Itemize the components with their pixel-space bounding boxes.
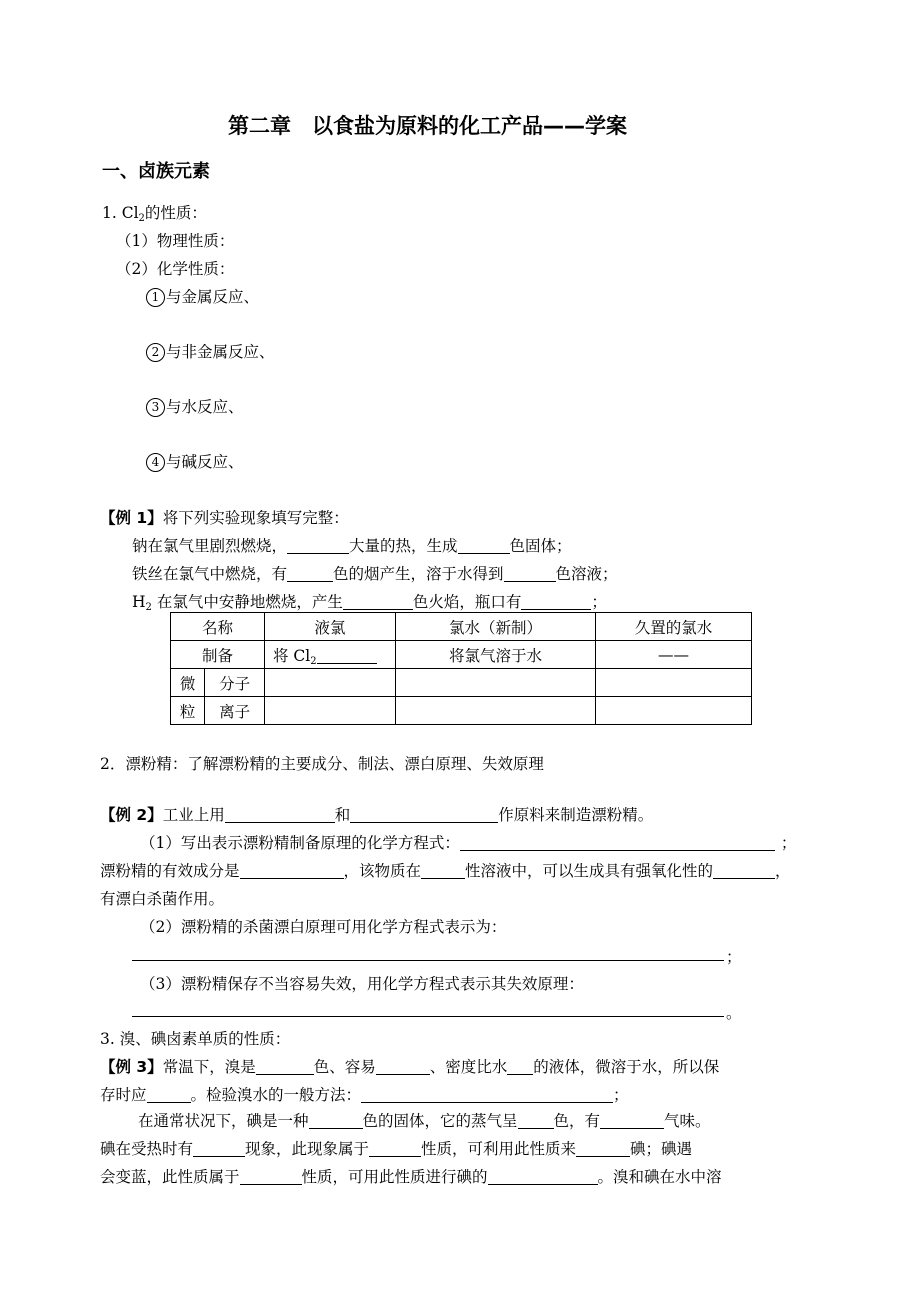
answer-blank[interactable] xyxy=(350,806,498,823)
answer-cell[interactable] xyxy=(596,669,752,697)
example-2-question: （1）写出表示漂粉精制备原理的化学方程式： ； xyxy=(140,834,797,852)
answer-blank[interactable] xyxy=(376,1058,430,1075)
answer-blank[interactable] xyxy=(488,1168,598,1185)
reaction-item: 4 与碱反应、 xyxy=(146,451,244,473)
physical-properties: （1）物理性质： xyxy=(116,232,235,250)
table-row xyxy=(171,669,752,697)
reaction-item: 1 与金属反应、 xyxy=(146,286,259,308)
circled-number: 2 xyxy=(146,343,165,362)
example-3-line: 存时应 。检验溴水的一般方法： ； xyxy=(100,1086,629,1104)
answer-cell[interactable] xyxy=(396,669,596,697)
answer-blank[interactable] xyxy=(193,1140,245,1157)
circled-number: 1 xyxy=(146,288,165,307)
table-cell: 微 xyxy=(171,669,205,697)
answer-blank[interactable] xyxy=(287,565,333,582)
answer-blank[interactable] xyxy=(421,862,465,879)
example-1-line: 钠在氯气里剧烈燃烧， 大量的热，生成 色固体； xyxy=(132,537,572,555)
answer-blank[interactable] xyxy=(521,593,591,610)
table-row xyxy=(171,613,752,641)
answer-line[interactable] xyxy=(132,960,724,961)
table-cell: 将氯气溶于水 xyxy=(396,641,596,669)
item-1-heading: 1. $Cl_2$的性质： xyxy=(102,204,207,224)
table-row xyxy=(171,641,752,669)
answer-blank[interactable] xyxy=(309,1112,363,1129)
answer-blank[interactable] xyxy=(361,1086,613,1103)
example-3-line: 在通常状况下，碘是一种 色的固体，它的蒸气呈 色，有 气味。 xyxy=(138,1112,711,1130)
example-1-line: $H_2$ 在氯气中安静地燃烧，产生 色火焰，瓶口有 ； xyxy=(132,593,607,613)
example-1-line: 铁丝在氯气中燃烧，有 色的烟产生，溶于水得到 色溶液； xyxy=(132,565,618,583)
table-cell: 将 $Cl_2$ xyxy=(265,641,396,669)
answer-blank[interactable] xyxy=(256,1058,314,1075)
circled-number: 4 xyxy=(146,453,165,472)
answer-blank[interactable] xyxy=(225,806,335,823)
page-title: 第二章 以食盐为原料的化工产品——学案 xyxy=(228,114,627,138)
answer-blank[interactable] xyxy=(507,1058,533,1075)
table-cell: 粒 xyxy=(171,697,205,725)
table-cell: 制备 xyxy=(171,641,265,669)
example-3-line: 【例 3】常温下，溴是 色、容易 、密度比水 的液体，微溶于水，所以保 xyxy=(100,1058,720,1076)
example-2-line: 漂粉精的有效成分是 ，该物质在 性溶液中，可以生成具有强氧化性的 ， xyxy=(100,862,791,880)
line-end-punct: ； xyxy=(726,948,742,966)
reaction-item: 3 与水反应、 xyxy=(146,396,244,418)
answer-blank[interactable] xyxy=(240,862,344,879)
example-2-line: 【例 2】工业上用 和 作原料来制造漂粉精。 xyxy=(100,806,654,824)
answer-cell[interactable] xyxy=(596,697,752,725)
table-cell: —— xyxy=(596,641,752,669)
answer-cell[interactable] xyxy=(265,697,396,725)
table-header: 氯水（新制） xyxy=(396,613,596,641)
table-row xyxy=(171,697,752,725)
item-3-heading: 3. 溴、碘卤素单质的性质： xyxy=(100,1030,291,1048)
answer-blank[interactable] xyxy=(287,537,349,554)
example-2-question: （2）漂粉精的杀菌漂白原理可用化学方程式表示为： xyxy=(140,918,507,936)
answer-blank[interactable] xyxy=(147,1086,191,1103)
answer-blank[interactable] xyxy=(518,1112,554,1129)
table-header: 名称 xyxy=(171,613,265,641)
section-heading: 一、卤族元素 xyxy=(102,161,210,182)
example-1-intro: 【例 1】将下列实验现象填写完整： xyxy=(100,509,349,527)
answer-blank[interactable] xyxy=(240,1168,302,1185)
reaction-item: 2 与非金属反应、 xyxy=(146,341,275,363)
chemical-properties: （2）化学性质： xyxy=(116,260,235,278)
table-header: 久置的氯水 xyxy=(596,613,752,641)
answer-cell[interactable] xyxy=(396,697,596,725)
answer-cell[interactable] xyxy=(265,669,396,697)
answer-blank[interactable] xyxy=(576,1140,630,1157)
table-cell: 离子 xyxy=(205,697,265,725)
answer-blank[interactable] xyxy=(460,834,775,851)
example-3-line: 碘在受热时有 现象，此现象属于 性质，可利用此性质来 碘；碘遇 xyxy=(100,1140,693,1158)
answer-blank[interactable] xyxy=(317,647,377,664)
example-2-question: （3）漂粉精保存不当容易失效，用化学方程式表示其失效原理： xyxy=(140,975,584,993)
table-header: 液氯 xyxy=(265,613,396,641)
item-2-heading: 2．漂粉精：了解漂粉精的主要成分、制法、漂白原理、失效原理 xyxy=(100,755,544,773)
answer-blank[interactable] xyxy=(369,1140,421,1157)
answer-blank[interactable] xyxy=(458,537,510,554)
circled-number: 3 xyxy=(146,398,165,417)
answer-blank[interactable] xyxy=(713,862,775,879)
example-2-line: 有漂白杀菌作用。 xyxy=(100,890,225,908)
answer-blank[interactable] xyxy=(343,593,413,610)
chlorine-comparison-table xyxy=(170,612,752,725)
answer-line[interactable] xyxy=(132,1016,724,1017)
answer-blank[interactable] xyxy=(600,1112,664,1129)
answer-blank[interactable] xyxy=(504,565,556,582)
example-3-line: 会变蓝，此性质属于 性质，可用此性质进行碘的 。溴和碘在水中溶 xyxy=(100,1168,722,1186)
table-cell: 分子 xyxy=(205,669,265,697)
line-end-punct: 。 xyxy=(726,1004,742,1022)
